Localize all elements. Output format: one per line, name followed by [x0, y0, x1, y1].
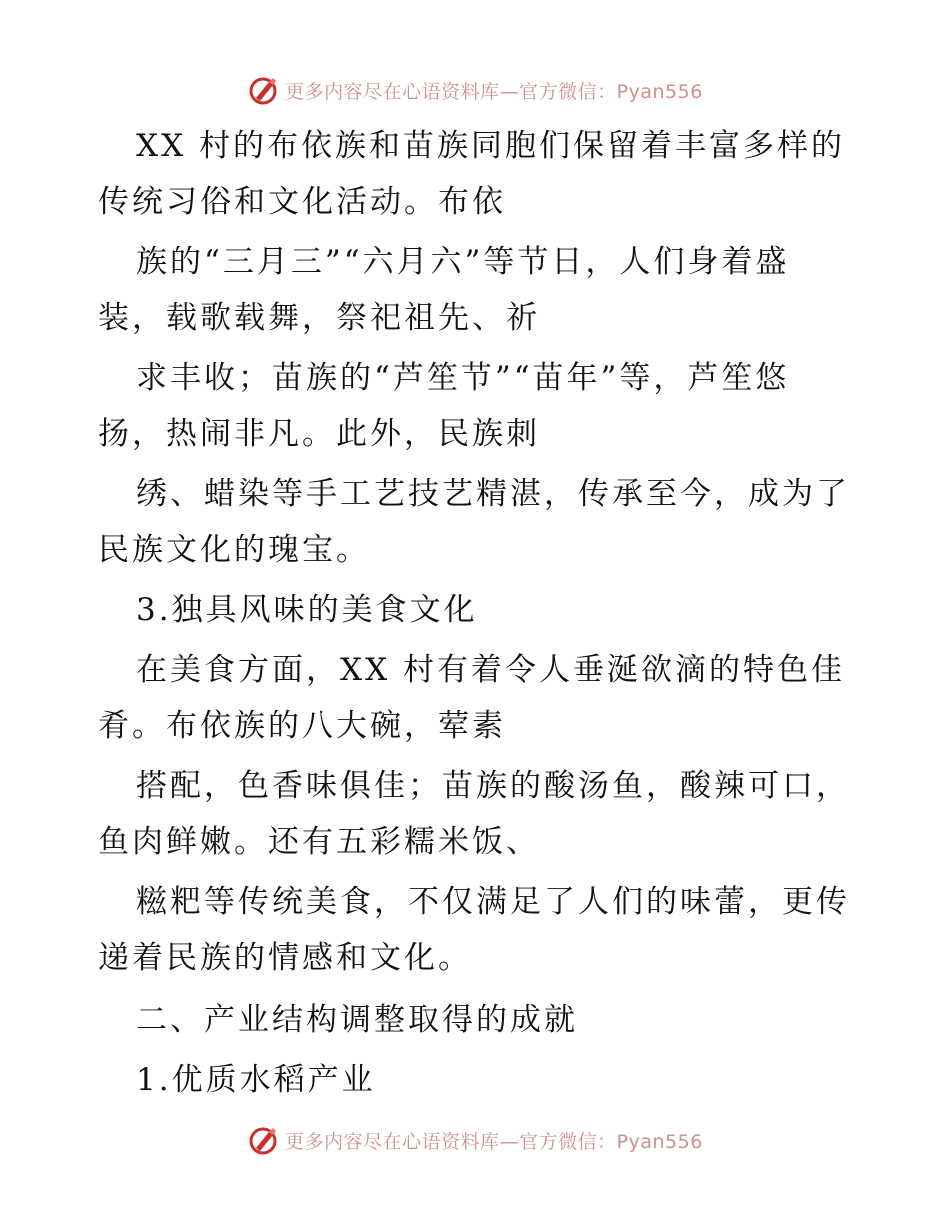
pen-logo-icon [247, 1124, 279, 1156]
pen-logo-icon [247, 74, 279, 106]
paragraph-line: 求丰收；苗族的“芦笙节”“苗年”等，芦笙悠 [136, 360, 790, 396]
paragraph-line: 传统习俗和文化活动。布依 [98, 184, 506, 220]
paragraph-line: 鱼肉鲜嫩。还有五彩糯米饭、 [98, 824, 540, 860]
paragraph-line: 扬，热闹非凡。此外，民族刺 [98, 416, 540, 452]
header-watermark-inner [247, 74, 703, 106]
footer-watermark-inner [247, 1124, 703, 1156]
footer-contact: 官方微信：Pyan556 [519, 1130, 703, 1153]
paragraph-line: 肴。布依族的八大碗，荤素 [98, 708, 506, 744]
paragraph-line: 族的“三月三”“六月六”等节日，人们身着盛 [136, 244, 790, 280]
section-heading: 3.独具风味的美食文化 [136, 592, 478, 628]
paragraph-line: 民族文化的瑰宝。 [98, 532, 370, 568]
section-heading: 1.优质水稻产业 [136, 1062, 376, 1098]
header-contact: 官方微信：Pyan556 [519, 80, 703, 103]
paragraph-line: XX 村的布依族和苗族同胞们保留着丰富多样的 [136, 128, 845, 164]
paragraph-line: 装，载歌载舞，祭祀祖先、祈 [98, 300, 540, 336]
paragraph-line: 糍粑等传统美食，不仅满足了人们的味蕾，更传 [136, 884, 850, 920]
chapter-heading: 二、产业结构调整取得的成就 [136, 1002, 578, 1038]
header-site-name: 更多内容尽在心语资料库 [285, 80, 500, 103]
footer-separator: — [499, 1130, 520, 1153]
header-watermark-text [285, 77, 703, 104]
paragraph-line: 递着民族的情感和文化。 [98, 940, 472, 976]
footer-site-name: 更多内容尽在心语资料库 [285, 1130, 500, 1153]
footer-watermark [0, 1122, 950, 1158]
header-watermark [0, 72, 950, 108]
paragraph-line: 绣、蜡染等手工艺技艺精湛，传承至今，成为了 [136, 476, 850, 512]
header-separator: — [499, 80, 520, 103]
footer-watermark-text [285, 1127, 703, 1154]
paragraph-line: 在美食方面，XX 村有着令人垂涎欲滴的特色佳 [136, 652, 845, 688]
paragraph-line: 搭配，色香味俱佳；苗族的酸汤鱼，酸辣可口， [136, 768, 850, 804]
